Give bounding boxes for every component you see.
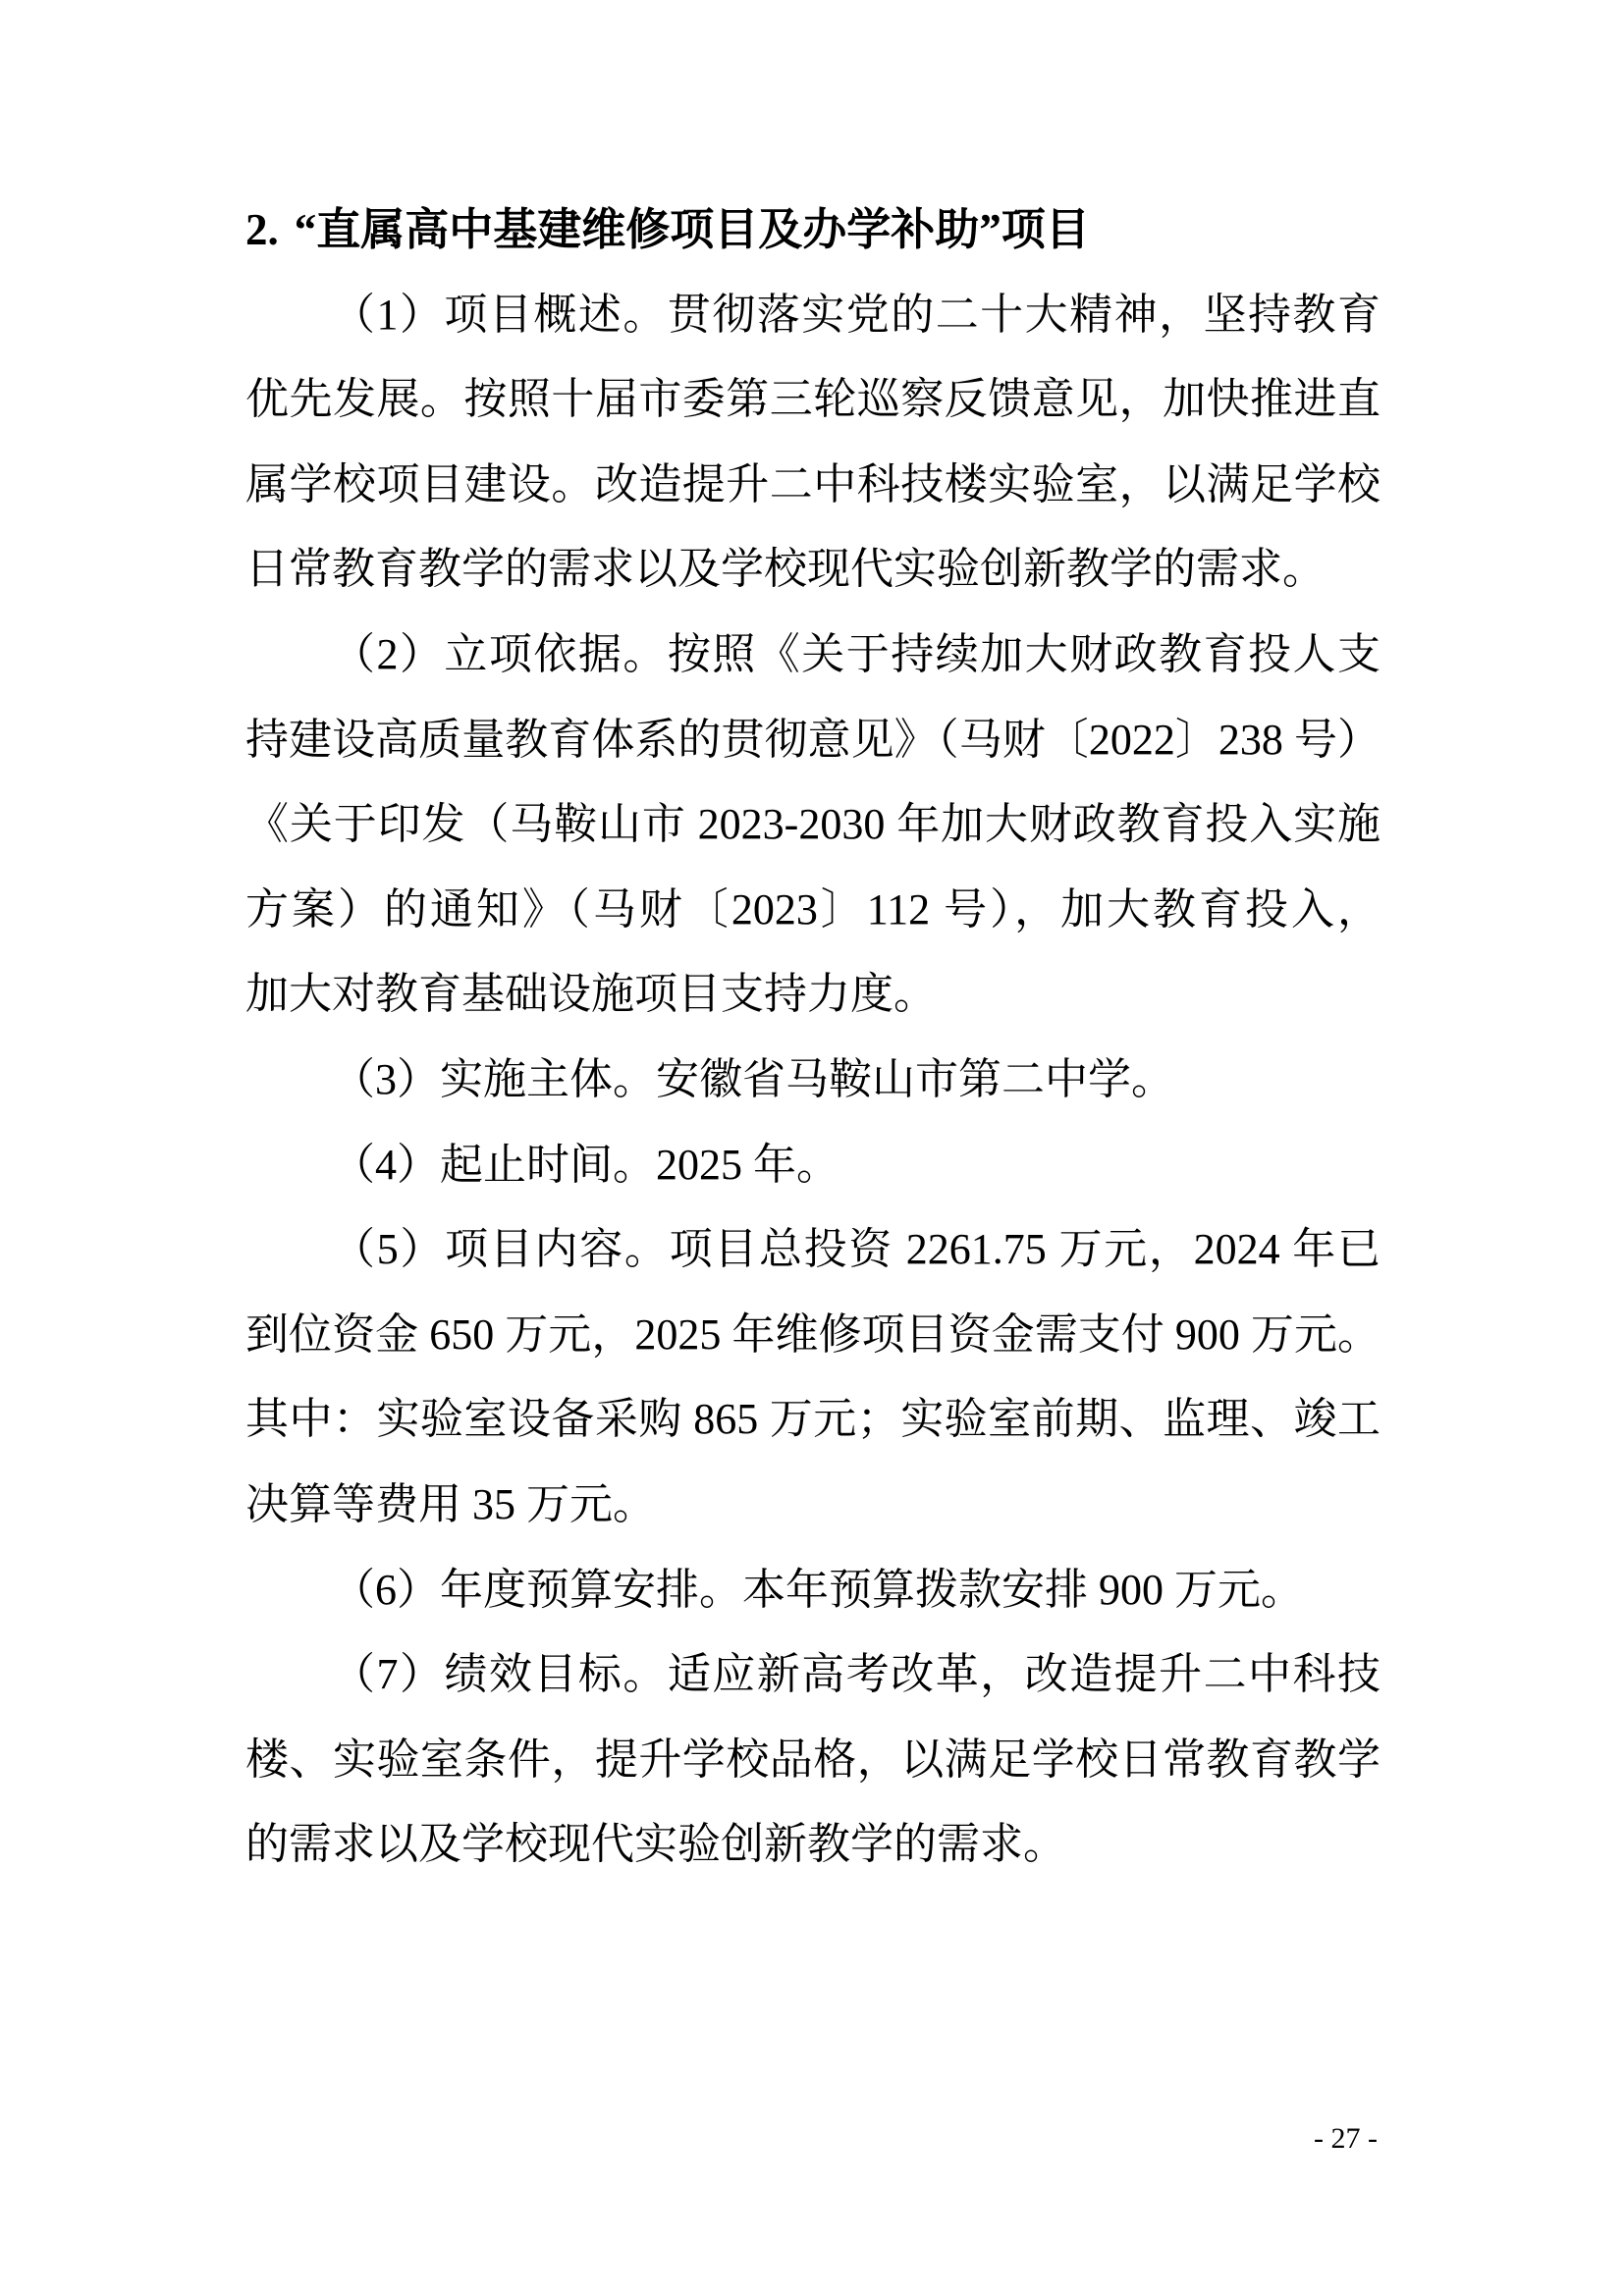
body-line: （2）立项依据。按照《关于持续加大财政教育投人支 xyxy=(332,629,1380,678)
body-line: （3）实施主体。安徽省马鞍山市第二中学。 xyxy=(332,1054,1174,1103)
section-heading-title: “直属高中基建维修项目及办学补助”项目 xyxy=(294,205,1090,254)
page-number: - 27 - xyxy=(1314,2122,1378,2155)
body-line: 《关于印发（马鞍山市 2023-2030 年加大财政教育投入实施 xyxy=(245,800,1380,849)
body-line: 的需求以及学校现代实验创新教学的需求。 xyxy=(245,1820,1066,1869)
body-line: （6）年度预算安排。本年预算拨款安排 900 万元。 xyxy=(332,1565,1304,1614)
body-line: （5）项目内容。项目总投资 2261.75 万元，2024 年已 xyxy=(332,1225,1380,1274)
body-line: （1）项目概述。贯彻落实党的二十大精神，坚持教育 xyxy=(332,290,1380,339)
section-heading-number: 2. xyxy=(245,205,279,254)
body-line: 日常教育教学的需求以及学校现代实验创新教学的需求。 xyxy=(245,545,1326,594)
body-line: 持建设高质量教育体系的贯彻意见》（马财〔2022〕238 号） xyxy=(245,715,1380,764)
body-line: 优先发展。按照十届市委第三轮巡察反馈意见，加快推进直 xyxy=(245,375,1380,424)
body-line: 到位资金 650 万元，2025 年维修项目资金需支付 900 万元。 xyxy=(245,1309,1380,1359)
body-line: 加大对教育基础设施项目支持力度。 xyxy=(245,970,937,1019)
body-line: 属学校项目建设。改造提升二中科技楼实验室，以满足学校 xyxy=(245,459,1380,508)
body-line: （4）起止时间。2025 年。 xyxy=(332,1140,839,1189)
body-line: 决算等费用 35 万元。 xyxy=(245,1479,656,1528)
body-line: 方案）的通知》（马财〔2023〕112 号），加大教育投入， xyxy=(245,884,1380,934)
section-heading xyxy=(245,187,1380,273)
text-block xyxy=(245,187,1380,1888)
body-line: 其中：实验室设备采购 865 万元；实验室前期、监理、竣工 xyxy=(245,1395,1380,1444)
body-line: 楼、实验室条件，提升学校品格，以满足学校日常教育教学 xyxy=(245,1735,1380,1784)
body-line: （7）绩效目标。适应新高考改革，改造提升二中科技 xyxy=(332,1650,1380,1699)
